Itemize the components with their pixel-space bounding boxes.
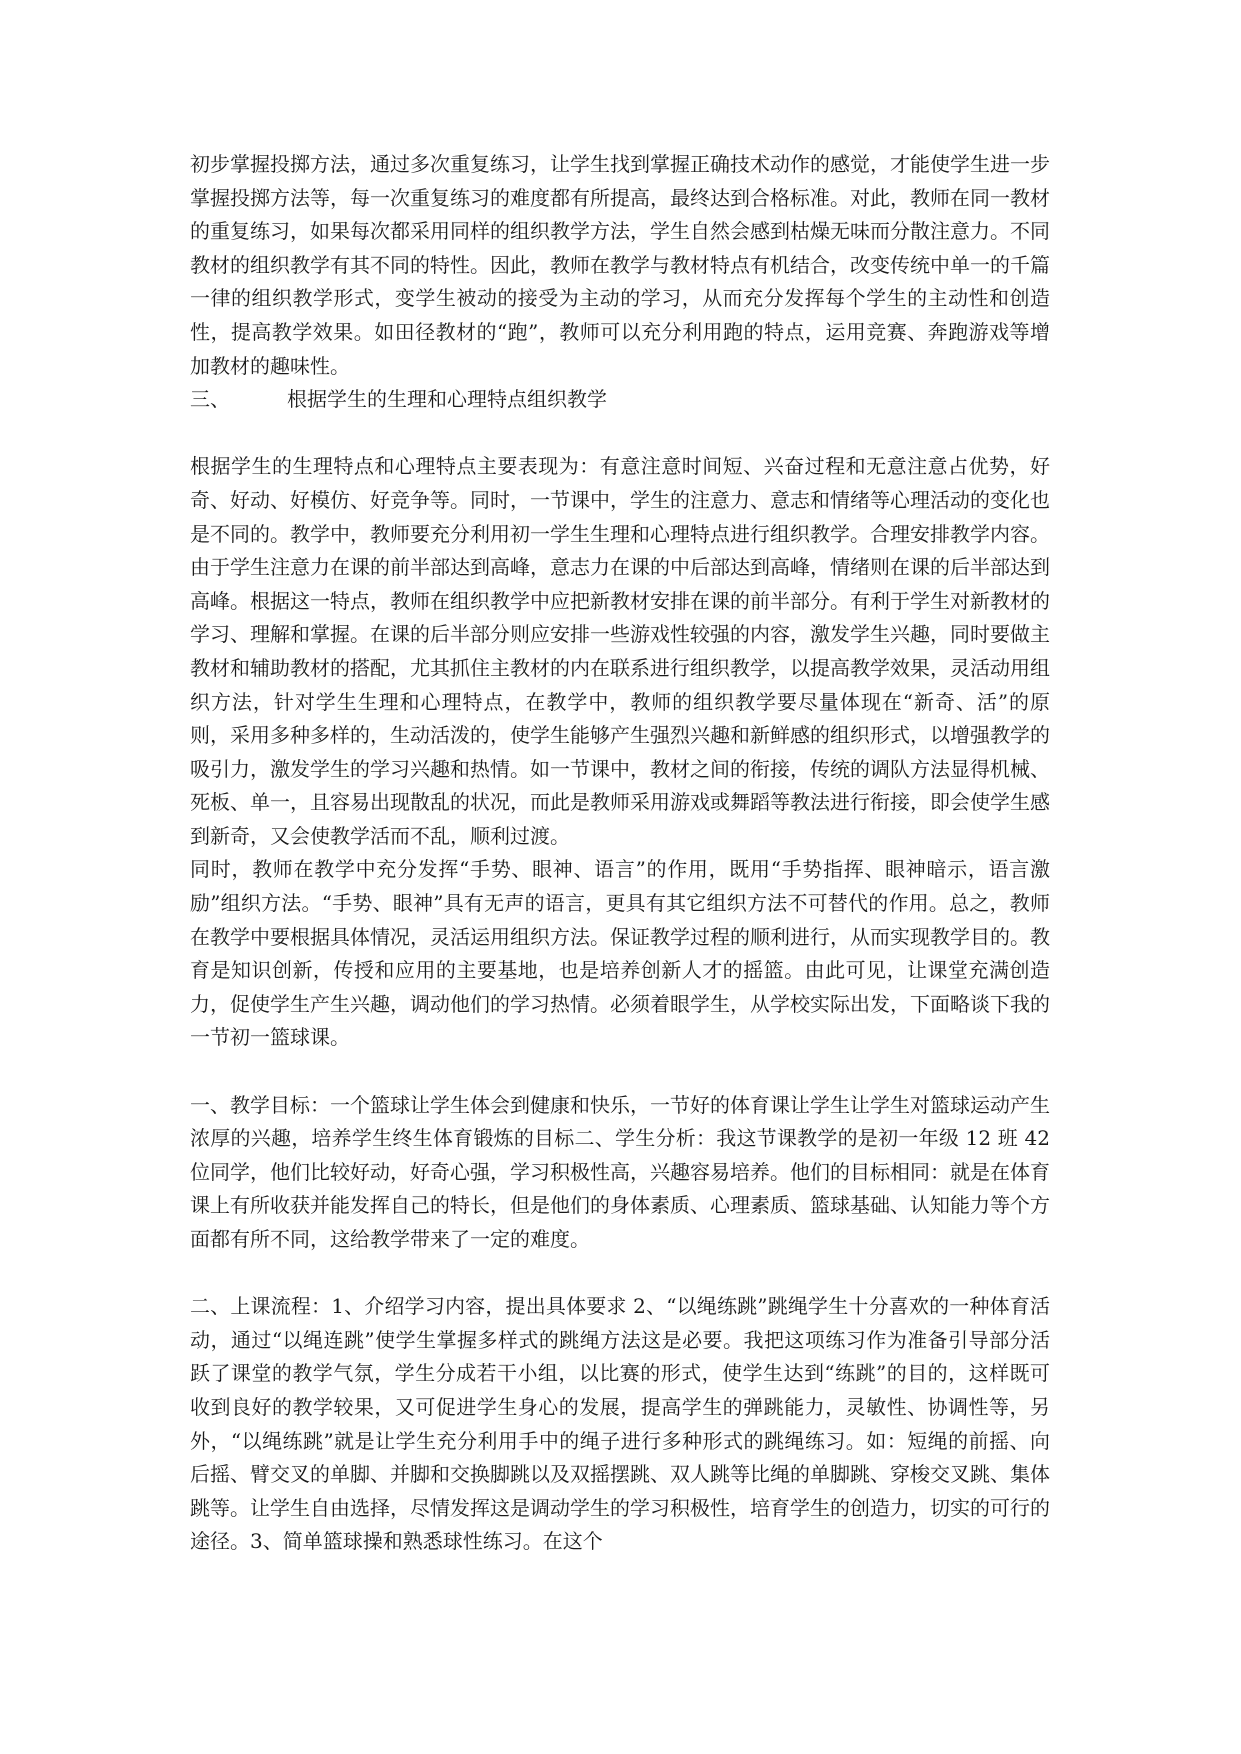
section-title: 根据学生的生理和心理特点组织教学 (287, 387, 607, 412)
paragraph-throwing-method: 初步掌握投掷方法，通过多次重复练习，让学生找到掌握正确技术动作的感觉，才能使学生进一步掌握投掷方法等，每一次重复练习的难度都有所提高，最终达到合格标准。对此，教师在同一教材的重复练习，如果每次都采用同样的组织教学方法，学生自然会感到枯燥无味而分散注意力。不同教材的组织教学有其不同的特性。因此，教师在教学与教材特点有机结合，改变传统中单一的千篇一律的组织教学形式，变学生被动的接受为主动的学习，从而充分发挥每个学生的主动性和创造性，提高教学效果。如田径教材的“跑”，教师可以充分利用跑的特点，运用竞赛、奔跑游戏等增加教材的趣味性。 (190, 152, 1050, 378)
paragraph-lesson-flow: 二、上课流程：1、介绍学习内容，提出具体要求 2、“以绳练跳”跳绳学生十分喜欢的一种体育活动，通过“以绳连跳”使学生掌握多样式的跳绳方法这是必要。我把这项练习作为准备引导部分活跃了课堂的教学气氛，学生分成若干小组，以比赛的形式，使学生达到“练跳”的目的，这样既可收到良好的教学较果，又可促进学生身心的发展，提高学生的弹跳能力，灵敏性、协调性等，另外，“以绳练跳”就是让学生充分利用手中的绳子进行多种形式的跳绳练习。如：短绳的前摇、向后摇、臂交叉的单脚、并脚和交换脚跳以及双摇摆跳、双人跳等比绳的单脚跳、穿梭交叉跳、集体跳等。让学生自由选择，尽情发挥这是调动学生的学习积极性，培育学生的创造力，切实的可行的途径。3、简单篮球操和熟悉球性练习。在这个 (190, 1294, 1050, 1554)
paragraph-teaching-goal: 一、教学目标：一个篮球让学生体会到健康和快乐，一节好的体育课让学生让学生对篮球运动产生浓厚的兴趣，培养学生终生体育锻炼的目标二、学生分析：我这节课教学的是初一年级 12 班 42 位同学，他们比较好动，好奇心强，学习积极性高，兴趣容易培养。他们的目标相同：就是在体育课上有所收获并能发挥自己的特长，但是他们的身体素质、心理素质、篮球基础、认知能力等个方面都有所不同，这给教学带来了一定的难度。 (190, 1092, 1050, 1251)
paragraph-gesture-language: 同时，教师在教学中充分发挥“手势、眼神、语言”的作用，既用“手势指挥、眼神暗示，语言激励”组织方法。“手势、眼神”具有无声的语言，更具有其它组织方法不可替代的作用。总之，教师在教学中要根据具体情况，灵活运用组织方法。保证教学过程的顺利进行，从而实现教学目的。教育是知识创新，传授和应用的主要基地，也是培养创新人才的摇篮。由此可见，让课堂充满创造力，促使学生产生兴趣，调动他们的学习热情。必须着眼学生，从学校实际出发，下面略谈下我的一节初一篮球课。 (190, 857, 1050, 1050)
section-number: 三、 (190, 387, 230, 412)
paragraph-physiology-psychology: 根据学生的生理特点和心理特点主要表现为：有意注意时间短、兴奋过程和无意注意占优势，好奇、好动、好模仿、好竞争等。同时，一节课中，学生的注意力、意志和情绪等心理活动的变化也是不同的。教学中，教师要充分利用初一学生生理和心理特点进行组织教学。合理安排教学内容。由于学生注意力在课的前半部达到高峰，意志力在课的中后部达到高峰，情绪则在课的后半部达到高峰。根据这一特点，教师在组织教学中应把新教材安排在课的前半部分。有利于学生对新教材的学习、理解和掌握。在课的后半部分则应安排一些游戏性较强的内容，激发学生兴趣，同时要做主教材和辅助教材的搭配，尤其抓住主教材的内在联系进行组织教学，以提高教学效果，灵活动用组织方法，针对学生生理和心理特点，在教学中，教师的组织教学要尽量体现在“新奇、活”的原则，采用多种多样的，生动活泼的，使学生能够产生强烈兴趣和新鲜感的组织形式，以增强教学的吸引力，激发学生的学习兴趣和热情。如一节课中，教材之间的衔接，传统的调队方法显得机械、死板、单一，且容易出现散乱的状况，而此是教师采用游戏或舞蹈等教法进行衔接，即会使学生感到新奇，又会使教学活而不乱，顺利过渡。 (190, 454, 1050, 848)
section-heading-3 (190, 383, 1050, 417)
document-page (190, 148, 1050, 1559)
